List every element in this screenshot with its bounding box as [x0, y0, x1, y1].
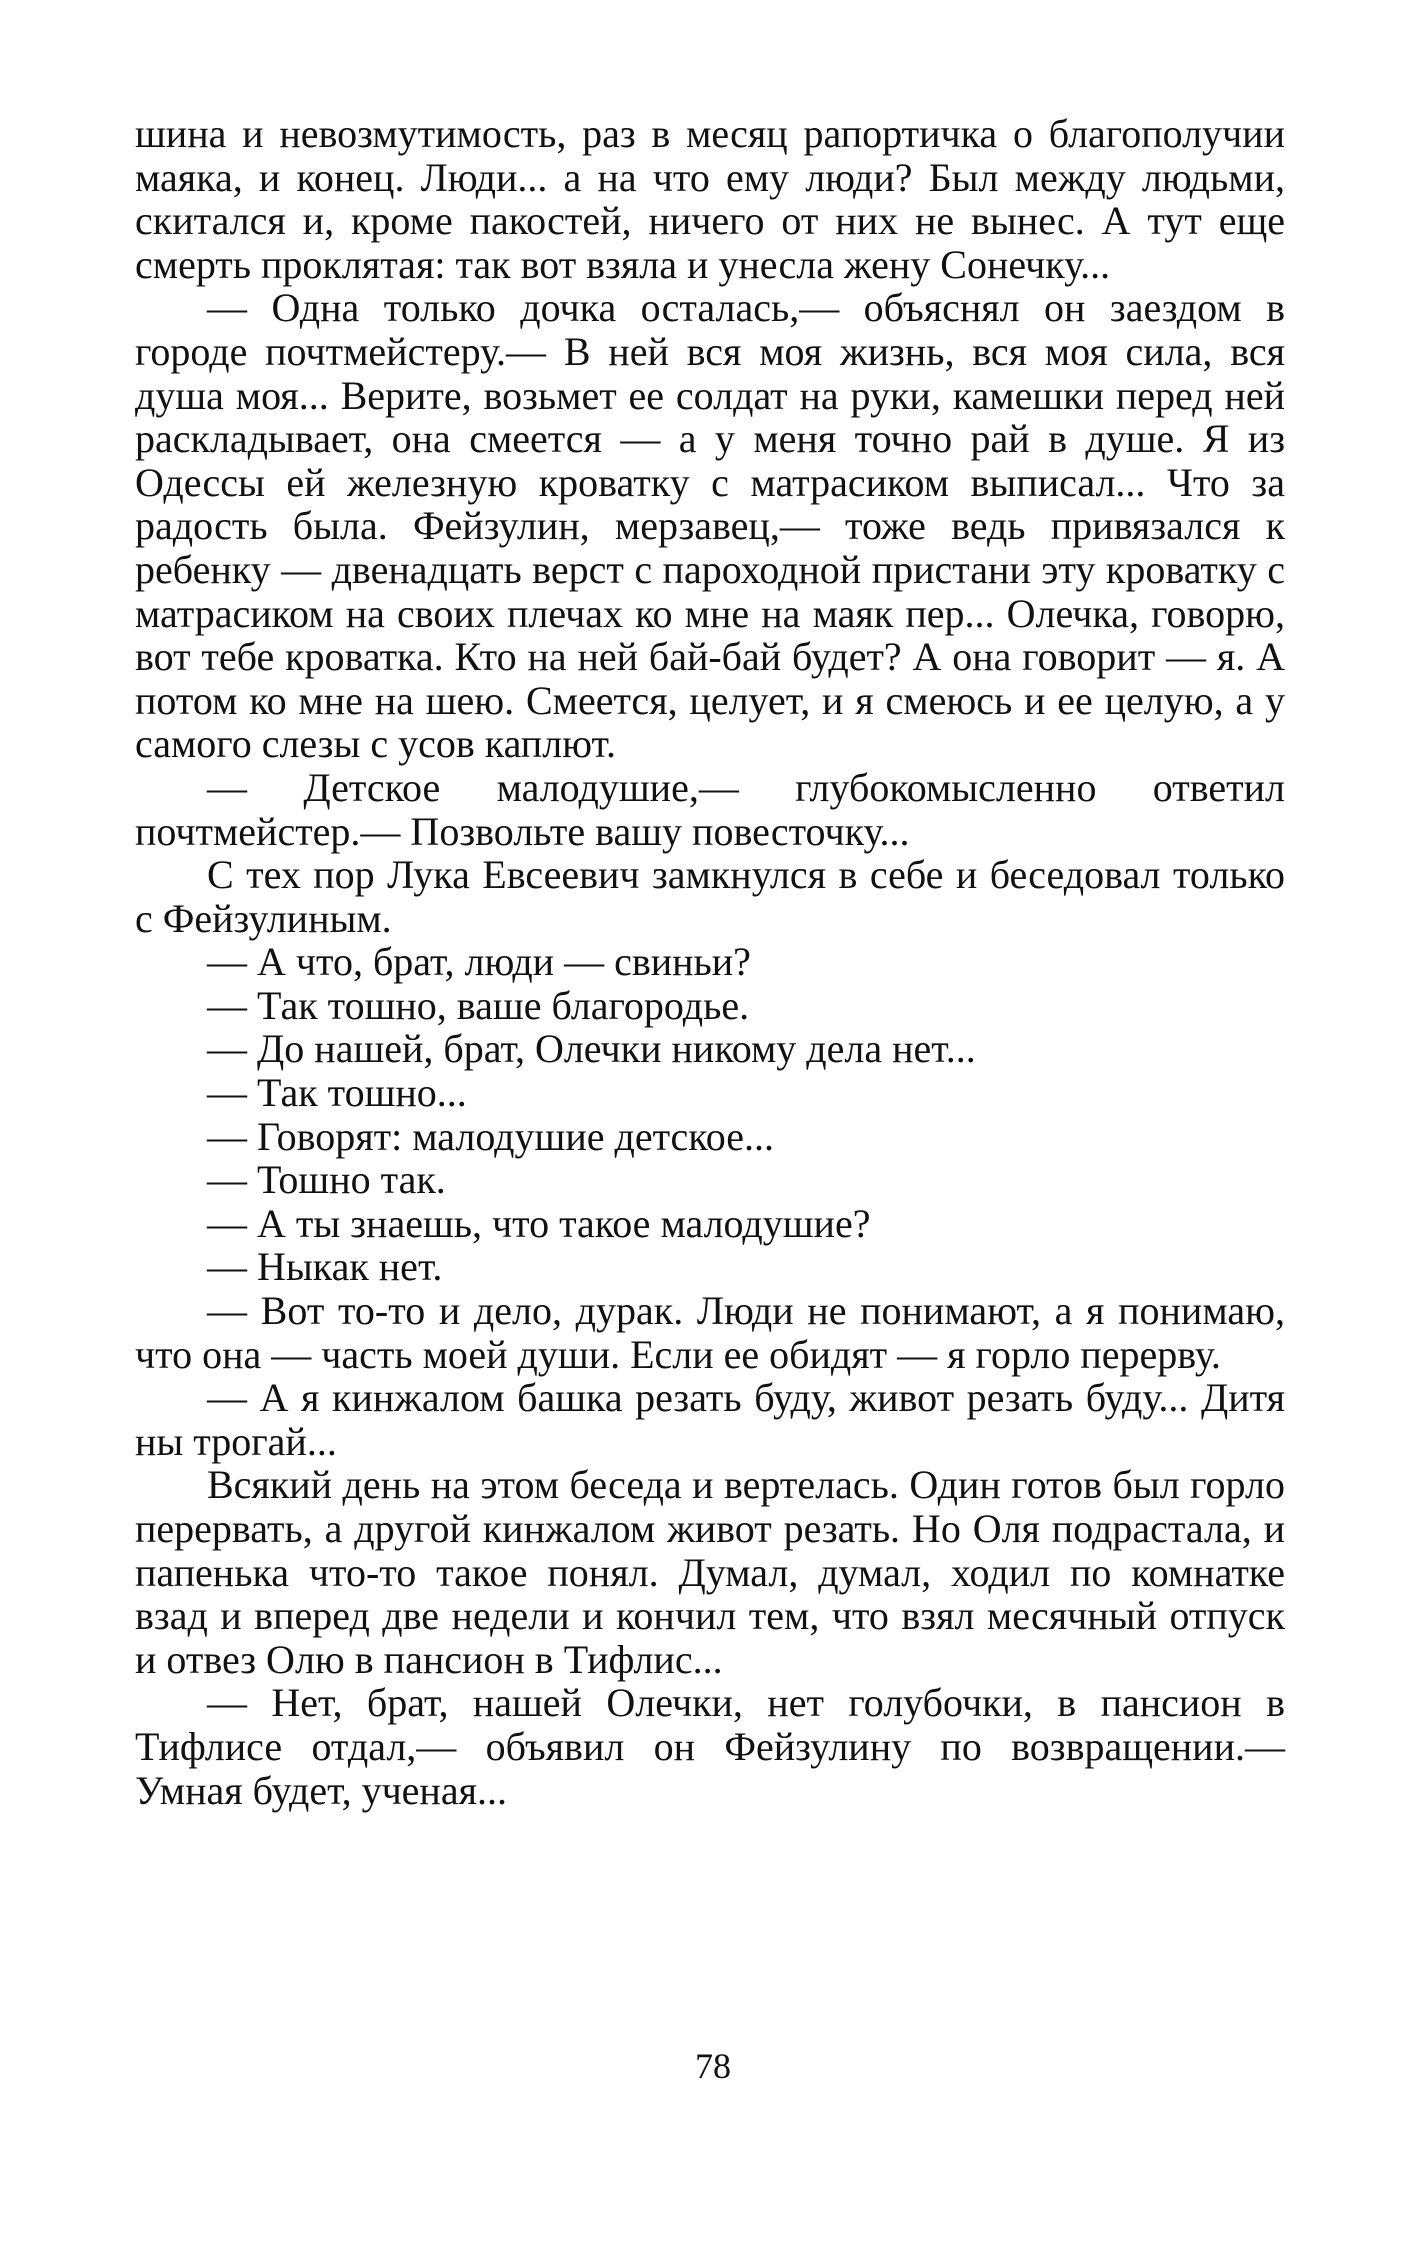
paragraph: — Вот то-то и дело, дурак. Люди не понимают, а я понимаю, что она — часть моей души. Если ее обидят — я горло перерву. — [135, 1288, 1285, 1377]
dialog-line: — До нашей, брат, Олечки никому дела нет... — [207, 1026, 976, 1072]
dialog-line: — Ныкак нет. — [207, 1244, 443, 1290]
paragraph: — Нет, брат, нашей Олечки, нет голубочки, в пансион в Тифлисе отдал,— объявил он Фейзулину по возвращении.— Умная будет, ученая... — [135, 1680, 1285, 1813]
paragraph-continuation: шина и невозмутимость, раз в месяц рапортичка о благополучии маяка, и конец. Люди... а на что ему люди? Был между людьми, скитался и, кроме пакостей, ничего от них не вынес. А тут еще смерть проклятая: так вот взяла и унесла жену Сонечку... — [135, 111, 1285, 287]
page-number: 78 — [695, 2046, 731, 2086]
paragraph: Всякий день на этом беседа и вертелась. Один готов был горло перервать, а другой кинжалом живот резать. Но Оля подрастала, и папенька что-то такое понял. Думал, думал, ходил по комнатке взад и вперед две недели и кончил тем, что взял месячный отпуск и отвез Олю в пансион в Тифлис... — [135, 1462, 1285, 1682]
paragraph: — Детское малодушие,— глубокомысленно ответил почтмейстер.— Позвольте вашу повесточку... — [135, 764, 1285, 854]
dialog-line: — А что, брат, люди — свиньи? — [207, 939, 751, 985]
paragraph: — А я кинжалом башка резать буду, живот резать буду... Дитя ны трогай... — [135, 1375, 1285, 1464]
dialog-line: — А ты знаешь, что такое малодушие? — [207, 1200, 871, 1246]
dialog-line: — Тошно так. — [207, 1157, 446, 1203]
dialog-line: — Говорят: малодушие детское... — [207, 1113, 774, 1159]
text-column — [135, 112, 1285, 1812]
paragraph: — Одна только дочка осталась,— объяснял он заездом в городе почтмейстеру.— В ней вся моя жизнь, вся моя сила, вся душа моя... Верите, возьмет ее солдат на руки, камешки перед ней раскладывает, она смеется — а у меня точно рай в душе. Я из Одессы ей железную кроватку с матрасиком выписал... Что за радость была. Фейзулин, мерзавец,— тоже ведь привязался к ребенку — двенадцать верст с пароходной пристани эту кроватку с матрасиком на своих плечах ко мне на маяк пер... Олечка, говорю, вот тебе кроватка. Кто на ней бай-бай будет? А она говорит — я. А потом ко мне на шею. Смеется, целует, и я смеюсь и ее целую, а у самого слезы с усов каплют. — [135, 285, 1285, 767]
paragraph: С тех пор Лука Евсеевич замкнулся в себе и беседовал только с Фейзулиным. — [135, 852, 1285, 941]
dialog-line: — Так тошно... — [207, 1070, 467, 1116]
dialog-line: — Так тошно, ваше благородье. — [207, 982, 750, 1028]
